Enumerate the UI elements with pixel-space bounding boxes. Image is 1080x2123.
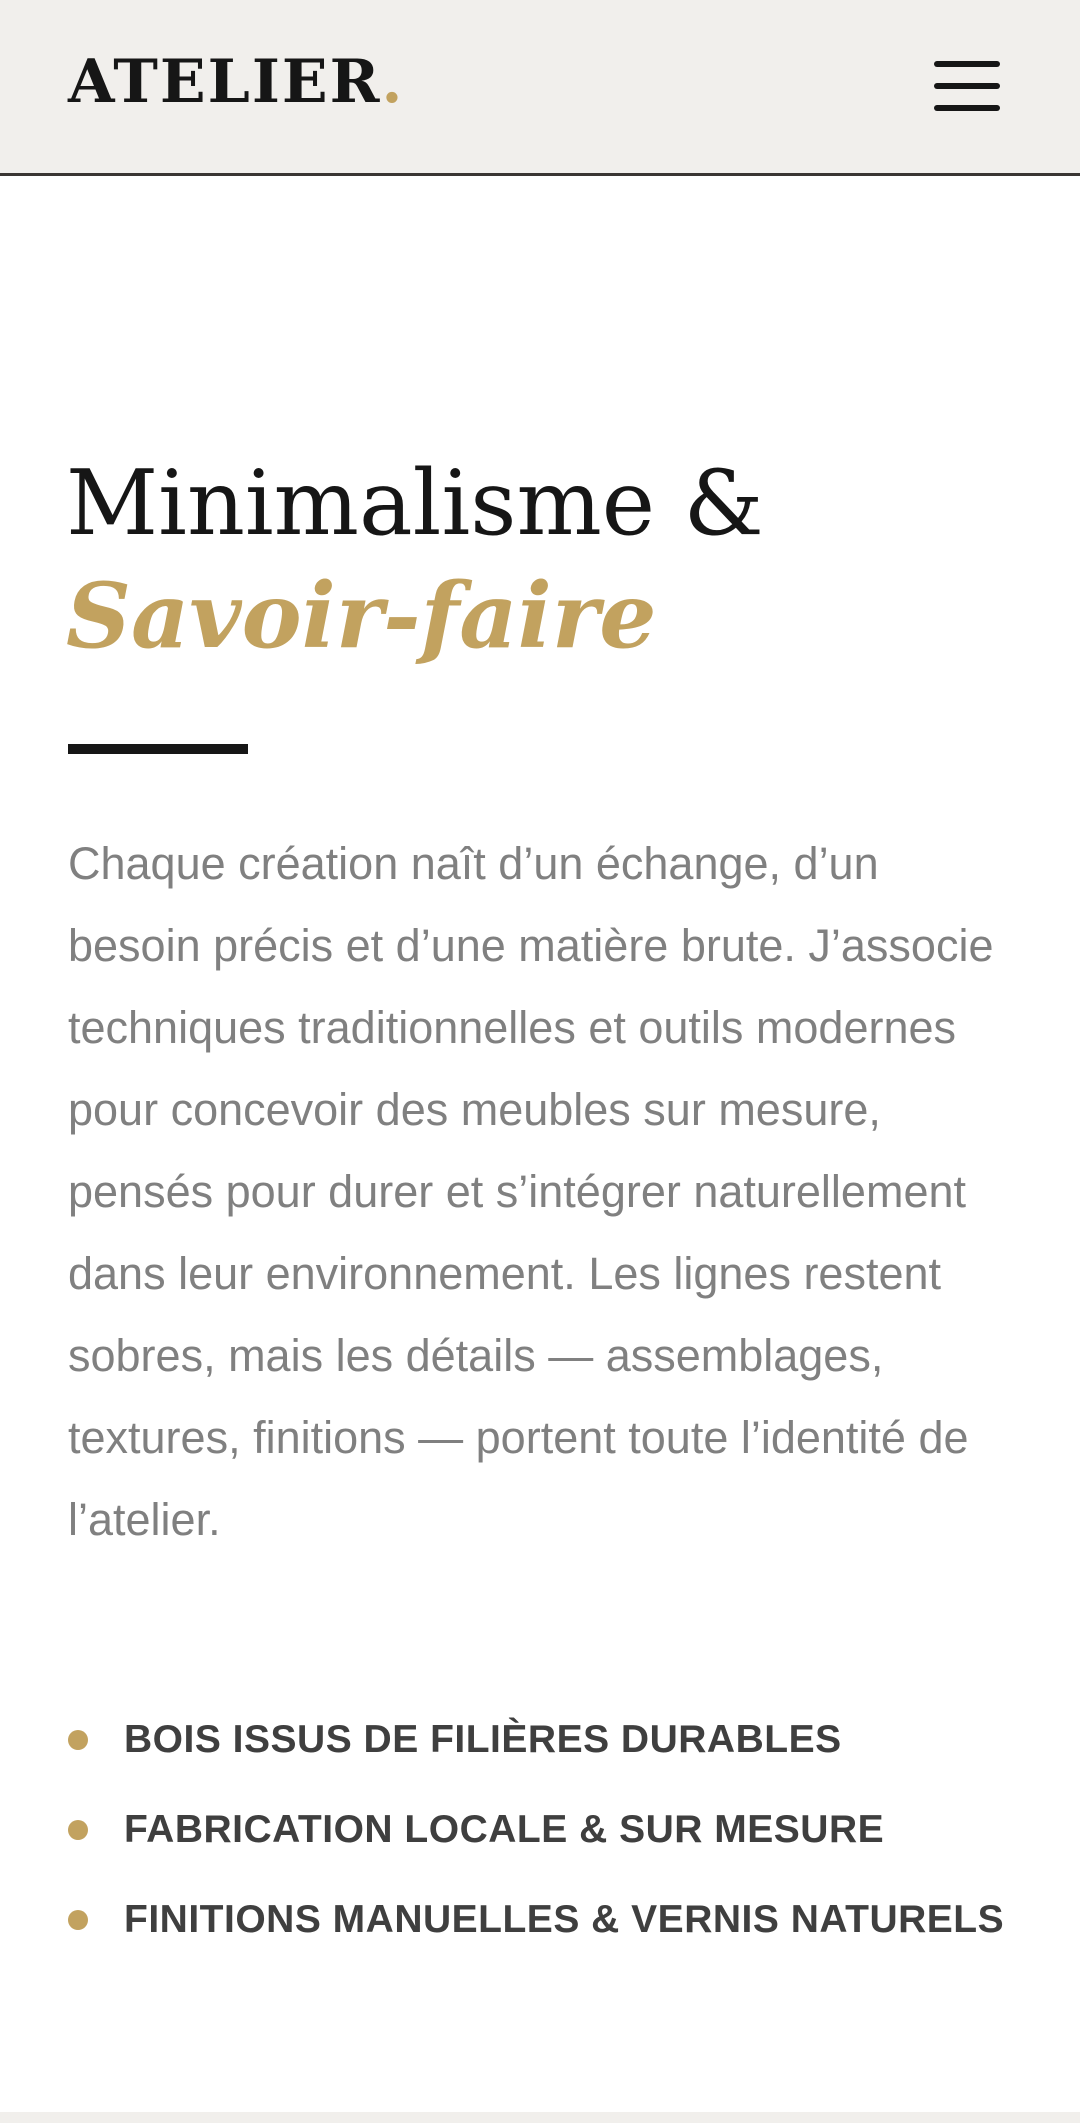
bullet-dot-icon — [68, 1910, 88, 1930]
hero-title-line1: Minimalisme & — [66, 451, 764, 556]
logo-dot: . — [381, 47, 405, 117]
feature-item — [68, 1695, 1028, 1785]
feature-label: FABRICATION LOCALE & SUR MESURE — [124, 1808, 885, 1851]
logo-text: ATELIER — [68, 47, 382, 117]
menu-bar — [934, 105, 1000, 111]
section-edge — [0, 2112, 1080, 2123]
hero-title-line2: Savoir-faire — [66, 563, 657, 669]
feature-label: FINITIONS MANUELLES & VERNIS NATURELS — [124, 1898, 1005, 1941]
feature-item — [68, 1875, 1028, 1965]
feature-list — [68, 1695, 1028, 1965]
site-logo[interactable] — [68, 47, 405, 117]
hero-title — [66, 448, 764, 672]
bullet-dot-icon — [68, 1820, 88, 1840]
menu-bar — [934, 61, 1000, 67]
title-divider — [68, 744, 248, 754]
bullet-dot-icon — [68, 1730, 88, 1750]
feature-item — [68, 1785, 1028, 1875]
hamburger-menu-icon[interactable] — [926, 52, 1008, 124]
site-header — [0, 0, 1080, 176]
menu-bar — [934, 83, 1000, 89]
feature-label: BOIS ISSUS DE FILIÈRES DURABLES — [124, 1718, 842, 1761]
hero-description: Chaque création naît d’un échange, d’un besoin précis et d’une matière brute. J’associe techniques traditionnelles et outils modernes pour concevoir des meubles sur mesure, pensés pour durer et s’intégrer naturellement dans leur environnement. Les lignes restent sobres, mais les détails — assemblages, textures, finitions — portent toute l’identité de l’atelier. — [68, 838, 994, 1545]
